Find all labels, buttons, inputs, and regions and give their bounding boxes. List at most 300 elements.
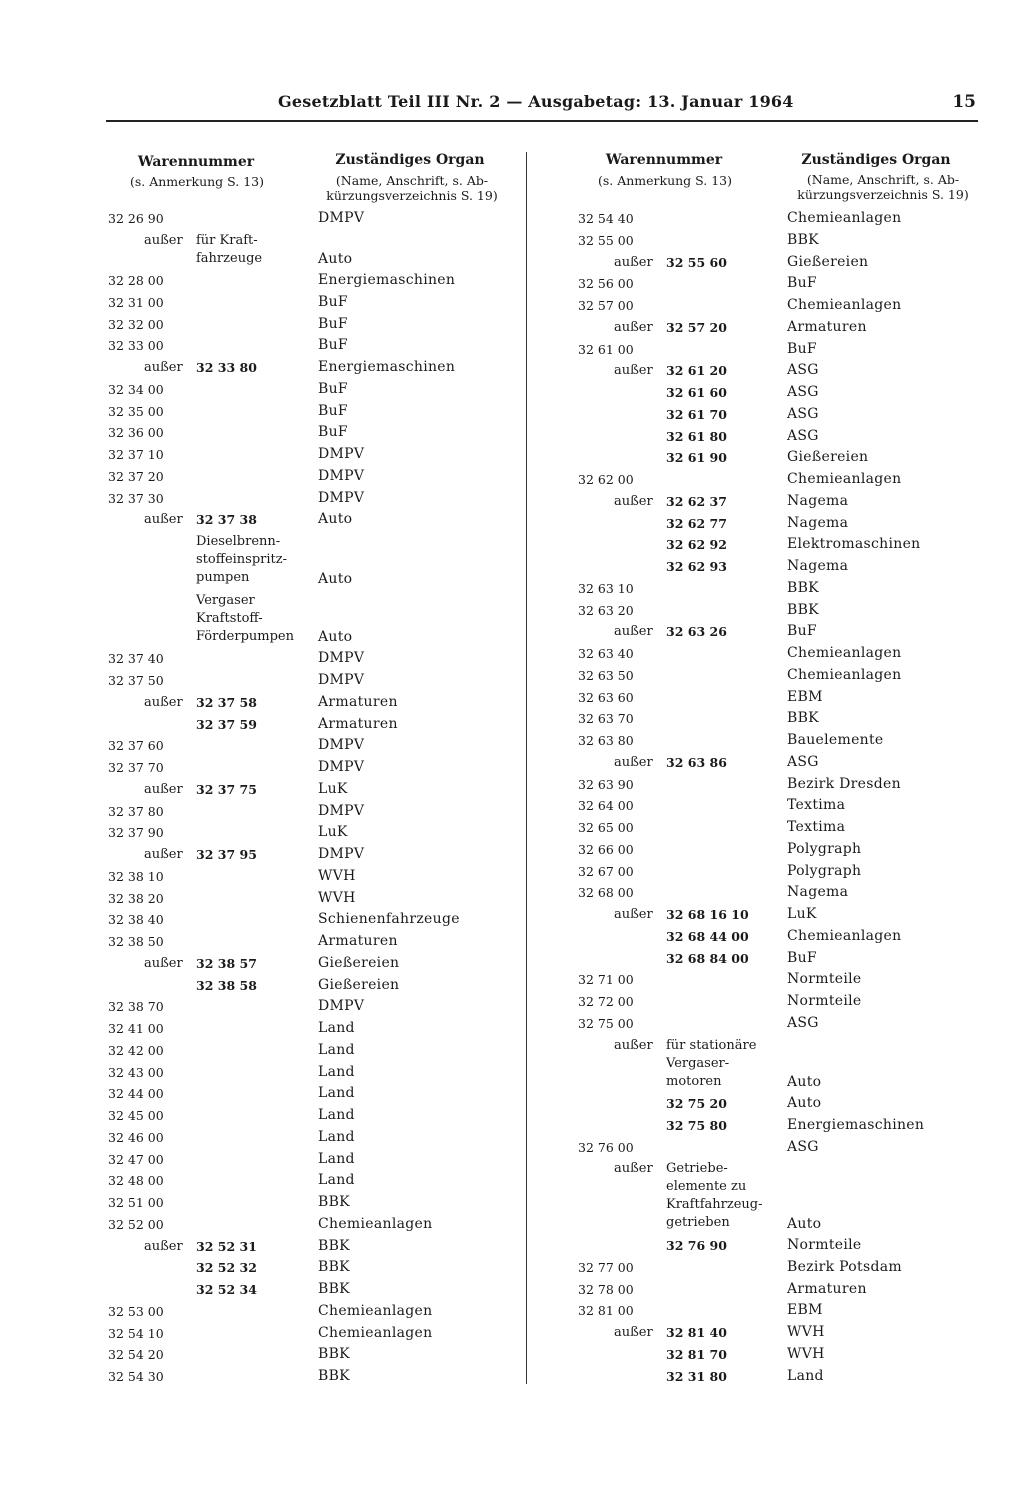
table-row bbox=[576, 252, 988, 274]
warennummer-cell: 32 78 00 bbox=[578, 1281, 634, 1297]
table-row bbox=[106, 357, 516, 379]
table-row bbox=[106, 975, 516, 997]
warennummer-cell: 32 63 70 bbox=[578, 711, 634, 727]
organ-cell: BBK bbox=[318, 1237, 350, 1254]
table-row bbox=[576, 1344, 988, 1366]
exception-number: 32 52 32 bbox=[196, 1260, 257, 1276]
warennummer-cell: 32 43 00 bbox=[108, 1064, 164, 1080]
warennummer-cell: 32 52 00 bbox=[108, 1216, 164, 1232]
table-row bbox=[106, 1257, 516, 1279]
table-row bbox=[576, 708, 988, 730]
table-row bbox=[106, 444, 516, 466]
organ-cell: DMPV bbox=[318, 210, 365, 226]
organ-cell: Gießereien bbox=[318, 976, 400, 993]
organ-heading: Zuständiges Organ bbox=[335, 152, 485, 168]
table-row bbox=[106, 1323, 516, 1345]
exception-number: 32 75 20 bbox=[666, 1096, 727, 1112]
warennummer-cell: 32 64 00 bbox=[578, 798, 634, 814]
table-row bbox=[106, 590, 516, 649]
warennummer-cell: 32 63 10 bbox=[578, 580, 634, 596]
warennummer-cell: 32 47 00 bbox=[108, 1151, 164, 1167]
organ-cell: BuF bbox=[787, 340, 817, 357]
left-column-header bbox=[106, 152, 516, 208]
warennummer-cell: 32 36 00 bbox=[108, 425, 164, 441]
warennummer-cell: 32 38 40 bbox=[108, 912, 164, 928]
table-row bbox=[576, 447, 988, 469]
exception-number: 32 61 80 bbox=[666, 428, 727, 444]
organ-cell: Armaturen bbox=[318, 933, 398, 950]
table-row bbox=[106, 1170, 516, 1192]
table-row bbox=[106, 1149, 516, 1171]
warennummer-cell: 32 51 00 bbox=[108, 1195, 164, 1211]
table-row bbox=[106, 1301, 516, 1323]
warennummer-cell: 32 67 00 bbox=[578, 863, 634, 879]
organ-cell: BuF bbox=[318, 424, 348, 441]
organ-cell: ASG bbox=[787, 427, 819, 444]
organ-cell: BBK bbox=[318, 1281, 350, 1298]
table-row bbox=[576, 295, 988, 317]
organ-cell: ASG bbox=[787, 362, 819, 379]
table-row bbox=[576, 1300, 988, 1322]
organ-cell: BuF bbox=[318, 293, 348, 310]
table-row bbox=[106, 208, 516, 230]
warennummer-subheading: (s. Anmerkung S. 13) bbox=[129, 174, 265, 189]
exception-label: außer bbox=[144, 1238, 183, 1254]
exception-number: 32 62 93 bbox=[666, 559, 727, 574]
organ-cell: Energiemaschinen bbox=[318, 359, 456, 376]
organ-cell: Land bbox=[787, 1367, 824, 1384]
page-title: Gesetzblatt Teil III Nr. 2 — Ausgabetag: 13. Januar 1964 bbox=[278, 92, 794, 111]
exception-number: 32 68 16 10 bbox=[666, 907, 749, 922]
exception-label: außer bbox=[144, 847, 183, 863]
exception-label: außer bbox=[614, 319, 653, 335]
table-row bbox=[106, 670, 516, 692]
table-row bbox=[576, 513, 988, 535]
table-row bbox=[106, 692, 516, 714]
table-row bbox=[106, 1366, 516, 1388]
organ-cell: BBK bbox=[318, 1194, 350, 1211]
exception-number: 32 61 70 bbox=[666, 406, 727, 422]
organ-cell: BuF bbox=[787, 949, 817, 966]
organ-cell: Land bbox=[318, 1063, 355, 1080]
organ-cell: Auto bbox=[318, 250, 353, 267]
table-row bbox=[576, 817, 988, 839]
table-row bbox=[106, 866, 516, 888]
organ-cell: BBK bbox=[318, 1346, 350, 1363]
exception-number: 32 81 40 bbox=[666, 1325, 727, 1341]
exception-label: außer bbox=[614, 1037, 653, 1053]
organ-cell: DMPV bbox=[318, 650, 365, 667]
organ-cell: Auto bbox=[787, 1095, 822, 1112]
organ-cell: Nagema bbox=[787, 514, 849, 531]
table-row bbox=[106, 909, 516, 931]
warennummer-cell: 32 63 50 bbox=[578, 667, 634, 683]
organ-cell: Energiemaschinen bbox=[787, 1116, 925, 1133]
warennummer-cell: 32 63 40 bbox=[578, 646, 634, 661]
warennummer-cell: 32 35 00 bbox=[108, 403, 164, 419]
warennummer-cell: 32 37 60 bbox=[108, 738, 164, 754]
table-row bbox=[576, 534, 988, 556]
table-row bbox=[576, 774, 988, 796]
exception-description: Dieselbrenn- stoffeinspritz- pumpen bbox=[196, 534, 288, 586]
table-row bbox=[576, 426, 988, 448]
table-row bbox=[576, 404, 988, 426]
table-row bbox=[106, 379, 516, 401]
warennummer-cell: 32 81 00 bbox=[578, 1303, 634, 1319]
table-row bbox=[576, 230, 988, 252]
table-row bbox=[576, 687, 988, 709]
table-row bbox=[106, 401, 516, 423]
organ-cell: Chemieanlagen bbox=[318, 1324, 433, 1341]
warennummer-cell: 32 76 00 bbox=[578, 1139, 634, 1155]
table-row bbox=[576, 752, 988, 774]
warennummer-cell: 32 71 00 bbox=[578, 972, 634, 988]
organ-cell: Textima bbox=[787, 819, 846, 835]
organ-cell: Auto bbox=[787, 1073, 822, 1090]
table-row bbox=[106, 292, 516, 314]
organ-cell: BuF bbox=[787, 623, 817, 640]
organ-cell: Bezirk Dresden bbox=[787, 775, 901, 792]
warennummer-cell: 32 31 00 bbox=[108, 294, 164, 310]
table-row bbox=[576, 273, 988, 295]
table-row bbox=[576, 1035, 988, 1094]
exception-number: 32 52 31 bbox=[196, 1238, 257, 1254]
table-row bbox=[576, 795, 988, 817]
organ-cell: Auto bbox=[318, 629, 353, 646]
table-row bbox=[106, 822, 516, 844]
organ-cell: WVH bbox=[787, 1324, 825, 1341]
exception-number: 32 62 77 bbox=[666, 515, 727, 531]
table-row bbox=[576, 491, 988, 513]
organ-cell: Chemieanlagen bbox=[787, 645, 902, 661]
table-row bbox=[106, 953, 516, 975]
page-header bbox=[106, 90, 978, 122]
organ-subheading-1: (Name, Anschrift, s. Ab- bbox=[806, 172, 960, 187]
warennummer-cell: 32 53 00 bbox=[108, 1303, 164, 1319]
organ-cell: Armaturen bbox=[318, 693, 398, 710]
exception-label: außer bbox=[614, 254, 653, 270]
warennummer-cell: 32 46 00 bbox=[108, 1129, 164, 1145]
organ-cell: Chemieanlagen bbox=[787, 297, 902, 313]
organ-cell: Schienenfahrzeuge bbox=[318, 911, 460, 928]
right-column bbox=[576, 152, 988, 1387]
organ-cell: Armaturen bbox=[787, 318, 867, 335]
table-row bbox=[576, 317, 988, 339]
organ-cell: Land bbox=[318, 1107, 355, 1124]
table-row bbox=[106, 1192, 516, 1214]
warennummer-heading: Warennummer bbox=[137, 154, 255, 170]
organ-cell: WVH bbox=[318, 889, 356, 906]
exception-label: außer bbox=[144, 781, 183, 797]
warennummer-cell: 32 44 00 bbox=[108, 1086, 164, 1102]
organ-cell: Elektromaschinen bbox=[787, 536, 921, 553]
exception-label: außer bbox=[144, 694, 183, 710]
exception-number: 32 57 20 bbox=[666, 319, 727, 335]
organ-cell: EBM bbox=[787, 688, 823, 705]
right-column-header bbox=[576, 152, 988, 208]
exception-label: außer bbox=[614, 624, 653, 640]
warennummer-cell: 32 68 00 bbox=[578, 885, 634, 901]
organ-cell: DMPV bbox=[318, 672, 365, 689]
organ-cell: DMPV bbox=[318, 489, 365, 506]
exception-number: 32 31 80 bbox=[666, 1368, 727, 1384]
table-row bbox=[106, 488, 516, 510]
organ-cell: Land bbox=[318, 1085, 355, 1102]
organ-cell: Normteile bbox=[787, 1237, 862, 1254]
warennummer-cell: 32 65 00 bbox=[578, 820, 634, 835]
organ-cell: DMPV bbox=[318, 802, 365, 819]
table-row bbox=[576, 1257, 988, 1279]
exception-description: Getriebe- elemente zu Kraftfahrzeug- getrieben bbox=[666, 1161, 763, 1231]
organ-cell: ASG bbox=[787, 1138, 819, 1155]
table-row bbox=[576, 1158, 988, 1235]
organ-cell: DMPV bbox=[318, 467, 365, 484]
organ-cell: Gießereien bbox=[318, 954, 400, 971]
warennummer-cell: 32 26 90 bbox=[108, 211, 164, 226]
organ-cell: BBK bbox=[787, 231, 819, 248]
table-row bbox=[106, 270, 516, 292]
table-row bbox=[576, 730, 988, 752]
organ-cell: Armaturen bbox=[787, 1280, 867, 1297]
organ-cell: ASG bbox=[787, 753, 819, 770]
organ-cell: BBK bbox=[787, 601, 819, 618]
organ-cell: Auto bbox=[318, 511, 353, 528]
table-row bbox=[576, 1279, 988, 1301]
warennummer-cell: 32 63 90 bbox=[578, 776, 634, 792]
exception-number: 32 38 58 bbox=[196, 977, 257, 993]
organ-cell: Chemieanlagen bbox=[318, 1215, 433, 1232]
organ-heading: Zuständiges Organ bbox=[801, 152, 951, 168]
exception-number: 32 61 60 bbox=[666, 385, 727, 400]
organ-cell: Textima bbox=[787, 797, 846, 814]
warennummer-cell: 32 37 50 bbox=[108, 673, 164, 689]
table-row bbox=[576, 1115, 988, 1137]
organ-cell: Auto bbox=[318, 570, 353, 587]
exception-number: 32 52 34 bbox=[196, 1282, 257, 1298]
table-row bbox=[106, 1279, 516, 1301]
organ-cell: EBM bbox=[787, 1302, 823, 1319]
warennummer-cell: 32 37 30 bbox=[108, 490, 164, 506]
warennummer-subheading: (s. Anmerkung S. 13) bbox=[597, 173, 733, 188]
warennummer-cell: 32 34 00 bbox=[108, 381, 164, 397]
warennummer-cell: 32 37 80 bbox=[108, 803, 164, 819]
warennummer-cell: 32 54 40 bbox=[578, 211, 634, 226]
organ-cell: Chemieanlagen bbox=[318, 1302, 433, 1319]
exception-description: Vergaser Kraftstoff- Förderpumpen bbox=[196, 592, 294, 644]
warennummer-cell: 32 37 40 bbox=[108, 651, 164, 667]
table-row bbox=[576, 948, 988, 970]
table-row bbox=[106, 931, 516, 953]
exception-number: 32 76 90 bbox=[666, 1238, 727, 1254]
exception-number: 32 37 38 bbox=[196, 512, 257, 528]
exception-label: außer bbox=[144, 955, 183, 971]
warennummer-cell: 32 63 80 bbox=[578, 733, 634, 748]
page-number: 15 bbox=[952, 92, 976, 112]
organ-cell: Normteile bbox=[787, 993, 862, 1009]
warennummer-cell: 32 55 00 bbox=[578, 232, 634, 248]
warennummer-cell: 32 77 00 bbox=[578, 1259, 634, 1275]
left-column bbox=[106, 152, 516, 1388]
exception-number: 32 63 26 bbox=[666, 624, 727, 640]
table-row bbox=[106, 509, 516, 531]
warennummer-heading: Warennummer bbox=[605, 152, 723, 168]
warennummer-cell: 32 38 70 bbox=[108, 999, 164, 1015]
warennummer-cell: 32 38 10 bbox=[108, 868, 164, 884]
exception-description: für Kraft- fahrzeuge bbox=[196, 232, 263, 266]
exception-number: 32 38 57 bbox=[196, 955, 257, 971]
warennummer-cell: 32 38 20 bbox=[108, 890, 164, 906]
table-row bbox=[106, 466, 516, 488]
exception-label: außer bbox=[614, 907, 653, 922]
organ-cell: DMPV bbox=[318, 446, 365, 463]
organ-cell: Nagema bbox=[787, 492, 849, 509]
table-row bbox=[576, 839, 988, 861]
exception-number: 32 33 80 bbox=[196, 360, 257, 376]
organ-cell: Bezirk Potsdam bbox=[787, 1258, 902, 1275]
exception-number: 32 68 84 00 bbox=[666, 950, 749, 966]
organ-cell: Land bbox=[318, 1041, 355, 1058]
exception-number: 32 61 90 bbox=[666, 450, 727, 466]
left-rows bbox=[106, 208, 516, 1388]
organ-cell: Normteile bbox=[787, 971, 862, 988]
warennummer-cell: 32 32 00 bbox=[108, 316, 164, 332]
warennummer-cell: 32 72 00 bbox=[578, 994, 634, 1009]
table-row bbox=[106, 801, 516, 823]
warennummer-cell: 32 41 00 bbox=[108, 1021, 164, 1037]
warennummer-cell: 32 33 00 bbox=[108, 338, 164, 354]
exception-number: 32 81 70 bbox=[666, 1346, 727, 1362]
organ-cell: ASG bbox=[787, 384, 819, 400]
exception-number: 32 63 86 bbox=[666, 754, 727, 770]
organ-cell: BuF bbox=[318, 402, 348, 419]
exception-label: außer bbox=[614, 493, 653, 509]
table-row bbox=[106, 844, 516, 866]
warennummer-cell: 32 38 50 bbox=[108, 934, 164, 950]
warennummer-cell: 32 42 00 bbox=[108, 1042, 164, 1058]
organ-subheading-1: (Name, Anschrift, s. Ab- bbox=[335, 173, 489, 188]
exception-label: außer bbox=[144, 232, 183, 248]
warennummer-cell: 32 57 00 bbox=[578, 298, 634, 313]
exception-number: 32 62 92 bbox=[666, 537, 727, 553]
exception-label: außer bbox=[614, 754, 653, 770]
table-row bbox=[106, 1040, 516, 1062]
table-row bbox=[106, 422, 516, 444]
exception-number: 32 37 58 bbox=[196, 694, 257, 710]
exception-description: für stationäre Vergaser- motoren bbox=[666, 1037, 757, 1089]
organ-cell: Nagema bbox=[787, 884, 849, 901]
organ-cell: LuK bbox=[318, 780, 348, 797]
right-rows bbox=[576, 208, 988, 1387]
table-row bbox=[576, 469, 988, 491]
table-row bbox=[576, 600, 988, 622]
table-row bbox=[106, 757, 516, 779]
exception-number: 32 37 75 bbox=[196, 781, 257, 797]
table-row bbox=[106, 714, 516, 736]
warennummer-cell: 32 54 30 bbox=[108, 1369, 164, 1385]
exception-label: außer bbox=[614, 363, 653, 379]
warennummer-cell: 32 66 00 bbox=[578, 841, 634, 857]
exception-number: 32 55 60 bbox=[666, 254, 727, 270]
organ-cell: Land bbox=[318, 1172, 355, 1189]
exception-label: außer bbox=[144, 512, 183, 528]
warennummer-cell: 32 75 00 bbox=[578, 1015, 634, 1031]
exception-number: 32 37 59 bbox=[196, 716, 257, 732]
organ-cell: DMPV bbox=[318, 846, 365, 863]
table-row bbox=[106, 1127, 516, 1149]
warennummer-cell: 32 48 00 bbox=[108, 1173, 164, 1189]
organ-cell: Gießereien bbox=[787, 449, 869, 466]
table-row bbox=[576, 643, 988, 665]
table-row bbox=[106, 1062, 516, 1084]
table-row bbox=[106, 888, 516, 910]
organ-cell: BBK bbox=[787, 710, 819, 727]
organ-cell: Polygraph bbox=[787, 840, 862, 857]
table-row bbox=[576, 578, 988, 600]
table-row bbox=[576, 1366, 988, 1388]
table-row bbox=[106, 531, 516, 590]
exception-number: 32 62 37 bbox=[666, 493, 727, 509]
organ-cell: DMPV bbox=[318, 998, 365, 1015]
table-row bbox=[576, 904, 988, 926]
warennummer-cell: 32 54 10 bbox=[108, 1325, 164, 1341]
organ-cell: BBK bbox=[787, 579, 819, 596]
table-row bbox=[576, 382, 988, 404]
organ-cell: WVH bbox=[318, 867, 356, 884]
warennummer-cell: 32 37 10 bbox=[108, 447, 164, 463]
organ-cell: BuF bbox=[787, 275, 817, 292]
organ-cell: BBK bbox=[318, 1259, 350, 1276]
organ-cell: Land bbox=[318, 1128, 355, 1145]
table-row bbox=[106, 648, 516, 670]
exception-number: 32 61 20 bbox=[666, 363, 727, 379]
organ-cell: WVH bbox=[787, 1345, 825, 1362]
warennummer-cell: 32 63 60 bbox=[578, 689, 634, 705]
column-divider bbox=[526, 152, 527, 1384]
table-row bbox=[106, 735, 516, 757]
organ-cell: BuF bbox=[318, 315, 348, 332]
exception-label: außer bbox=[614, 1325, 653, 1341]
table-row bbox=[106, 1105, 516, 1127]
organ-cell: Land bbox=[318, 1020, 355, 1037]
table-row bbox=[576, 969, 988, 991]
organ-cell: DMPV bbox=[318, 759, 365, 776]
table-row bbox=[576, 1235, 988, 1257]
table-row bbox=[576, 556, 988, 578]
table-row bbox=[576, 926, 988, 948]
organ-subheading-2: kürzungsverzeichnis S. 19) bbox=[326, 188, 498, 203]
organ-cell: Chemieanlagen bbox=[787, 666, 902, 683]
warennummer-cell: 32 54 20 bbox=[108, 1347, 164, 1363]
table-row bbox=[576, 1093, 988, 1115]
warennummer-cell: 32 45 00 bbox=[108, 1108, 164, 1124]
table-row bbox=[106, 1083, 516, 1105]
organ-cell: ASG bbox=[787, 405, 819, 422]
organ-cell: Armaturen bbox=[318, 715, 398, 732]
table-row bbox=[106, 1214, 516, 1236]
organ-cell: BuF bbox=[318, 380, 348, 397]
table-row bbox=[106, 230, 516, 270]
table-row bbox=[576, 339, 988, 361]
organ-cell: Bauelemente bbox=[787, 732, 884, 748]
table-row bbox=[576, 621, 988, 643]
warennummer-cell: 32 37 70 bbox=[108, 760, 164, 776]
exception-number: 32 37 95 bbox=[196, 847, 257, 863]
organ-cell: Chemieanlagen bbox=[787, 210, 902, 226]
table-row bbox=[106, 779, 516, 801]
table-row bbox=[576, 861, 988, 883]
warennummer-cell: 32 63 20 bbox=[578, 602, 634, 618]
organ-cell: BBK bbox=[318, 1368, 350, 1385]
